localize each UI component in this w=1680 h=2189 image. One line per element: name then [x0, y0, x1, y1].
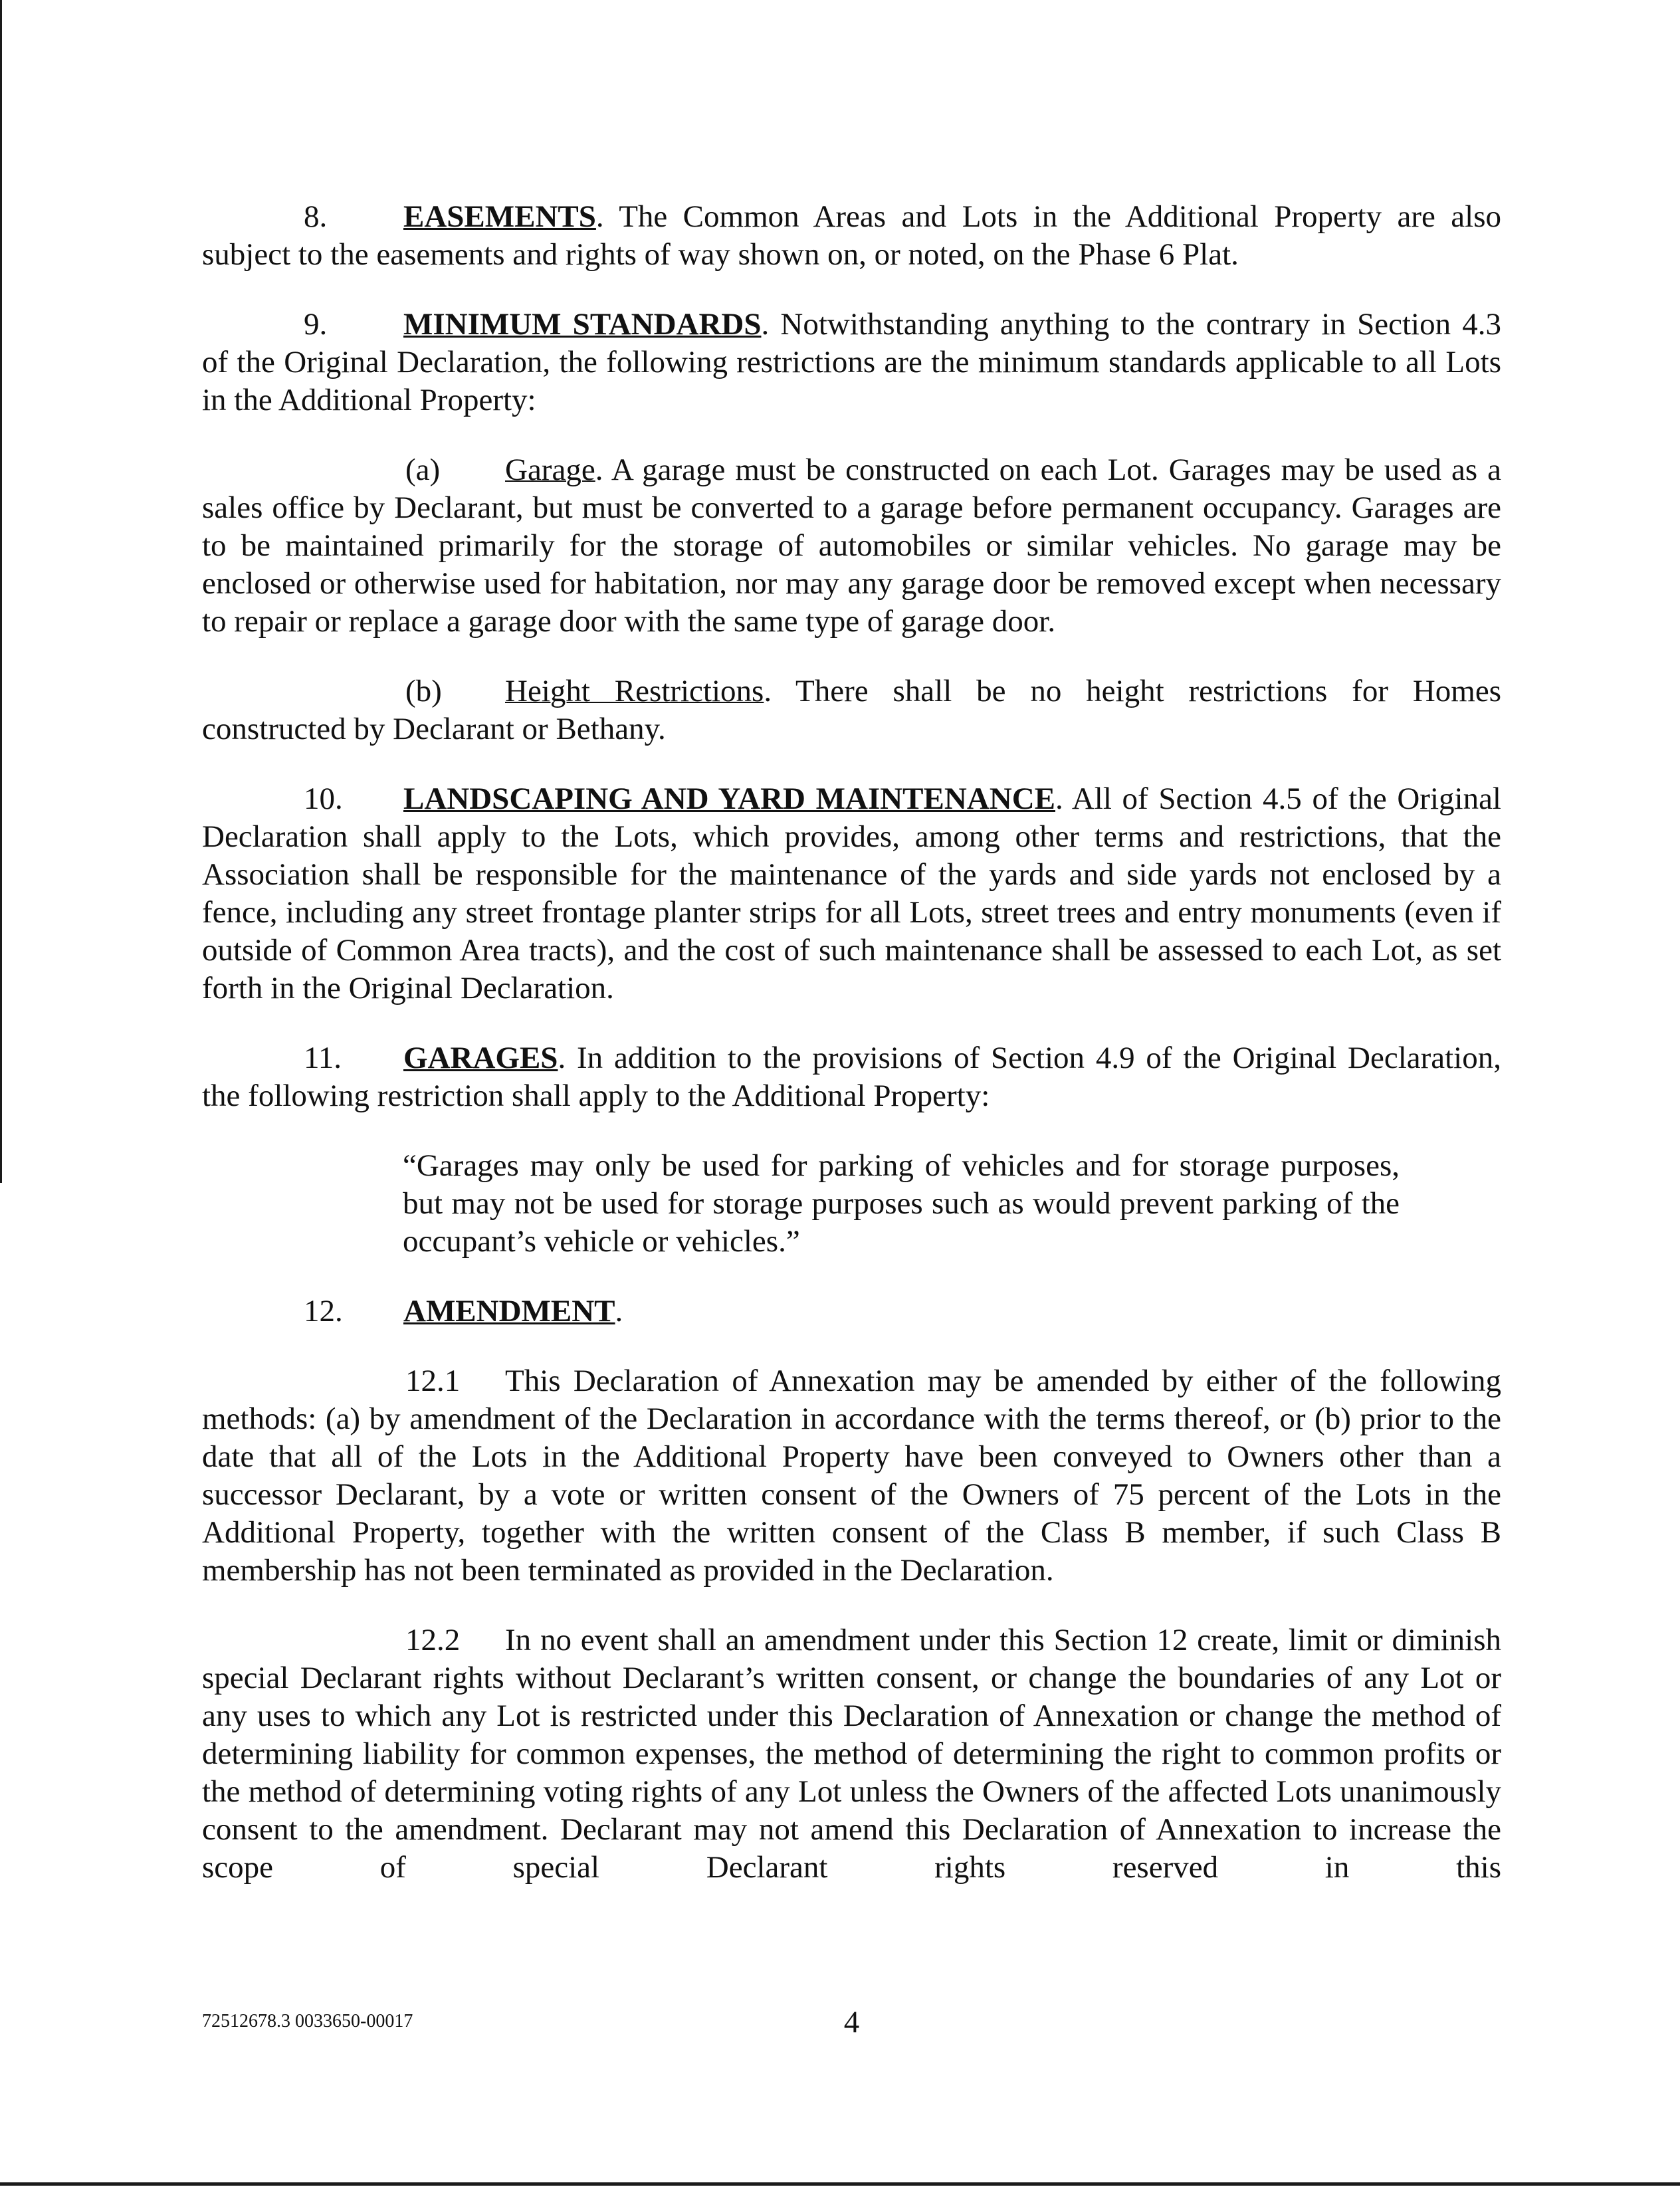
section-text: . The Common Areas and Lots in the Additional Property are also subject to the easements and rights of way shown on, or noted, on the Phase 6 Plat. [202, 199, 1501, 272]
subsection-label: (a) [405, 453, 441, 487]
subsection-title: Garage [505, 453, 595, 487]
section-text: . All of Section 4.5 of the Original Declaration shall apply to the Lots, which provides, among other terms and restrictions, that the Association shall be responsible for the maintenance of the yards and side yards not enclosed by a fence, including any street frontage planter strips for all Lots, street trees and entry monuments (even if outside of Common Area tracts), and the cost of such maintenance shall be assessed to each Lot, as set forth in the Original Declaration. [202, 782, 1501, 1005]
subsection-9a [202, 451, 1501, 641]
section-heading: AMENDMENT [403, 1294, 615, 1328]
subsection-text: In no event shall an amendment under this Section 12 create, limit or diminish special Declarant rights without Declarant’s written consent, or change the boundaries of any Lot or any uses to which any Lot is restricted under this Declaration of Annexation or change the method of determining liability for common expenses, the method of determining the right to common profits or the method of determining voting rights of any Lot unless the Owners of the affected Lots unanimously consent to the amendment. Declarant may not amend this Declaration of Annexation to increase the scope of special Declarant rights reserved in this [202, 1623, 1501, 1885]
document-body [202, 198, 1501, 1887]
section-text: . In addition to the provisions of Section 4.9 of the Original Declaration, the following restriction shall apply to the Additional Property: [202, 1041, 1501, 1113]
section-number: 9. [304, 307, 328, 342]
section-text: . Notwithstanding anything to the contrary in Section 4.3 of the Original Declaration, the following restrictions are the minimum standards applicable to all Lots in the Additional Property: [202, 307, 1501, 417]
scan-edge-left [0, 0, 2, 1183]
subsection-label: (b) [405, 674, 442, 708]
section-9 [202, 306, 1501, 419]
subsection-9b [202, 673, 1501, 748]
subsection-text: This Declaration of Annexation may be amended by either of the following methods: (a) by amendment of the Declaration in accordance with the terms thereof, or (b) prior to the date that all of the Lots in the Additional Property have been conveyed to Owners other than a successor Declarant, by a vote or written consent of the Owners of 75 percent of the Lots in the Additional Property, together with the written consent of the Class B member, if such Class B membership has not been terminated as provided in the Declaration. [202, 1364, 1501, 1588]
block-quote: “Garages may only be used for parking of vehicles and for storage purposes, but may not be used for storage purposes such as would prevent parking of the occupant’s vehicle or vehicles.” [403, 1148, 1400, 1259]
section-number: 8. [304, 199, 328, 234]
section-heading: GARAGES [403, 1041, 558, 1075]
section-11 [202, 1039, 1501, 1115]
subsection-label: 12.1 [405, 1364, 461, 1398]
section-number: 10. [304, 782, 343, 816]
scan-edge-bottom [0, 2182, 1680, 2186]
section-number: 12. [304, 1294, 343, 1328]
subsection-title: Height Restrictions [505, 674, 764, 708]
section-8 [202, 198, 1501, 274]
section-number: 11. [304, 1041, 342, 1075]
document-id: 72512678.3 0033650-00017 [202, 2011, 413, 2032]
subsection-12-2 [202, 1621, 1501, 1887]
subsection-12-1 [202, 1362, 1501, 1590]
section-12 [202, 1293, 1501, 1330]
section-punct: . [615, 1294, 623, 1328]
page-number: 4 [843, 2005, 860, 2039]
subsection-label: 12.2 [405, 1623, 461, 1657]
section-10 [202, 780, 1501, 1007]
section-heading: LANDSCAPING AND YARD MAINTENANCE [403, 782, 1055, 816]
subsection-text: . A garage must be constructed on each Lot. Garages may be used as a sales office by Declarant, but must be converted to a garage before permanent occupancy. Garages are to be maintained primarily for the storage of automobiles or similar vehicles. No garage may be enclosed or otherwise used for habitation, nor may any garage door be removed except when necessary to repair or replace a garage door with the same type of garage door. [202, 453, 1501, 639]
subsection-text: . There shall be no height restrictions for Homes constructed by Declarant or Bethany. [202, 674, 1501, 746]
section-heading: EASEMENTS [403, 199, 596, 234]
section-heading: MINIMUM STANDARDS [403, 307, 762, 342]
page-footer [202, 2004, 1501, 2044]
